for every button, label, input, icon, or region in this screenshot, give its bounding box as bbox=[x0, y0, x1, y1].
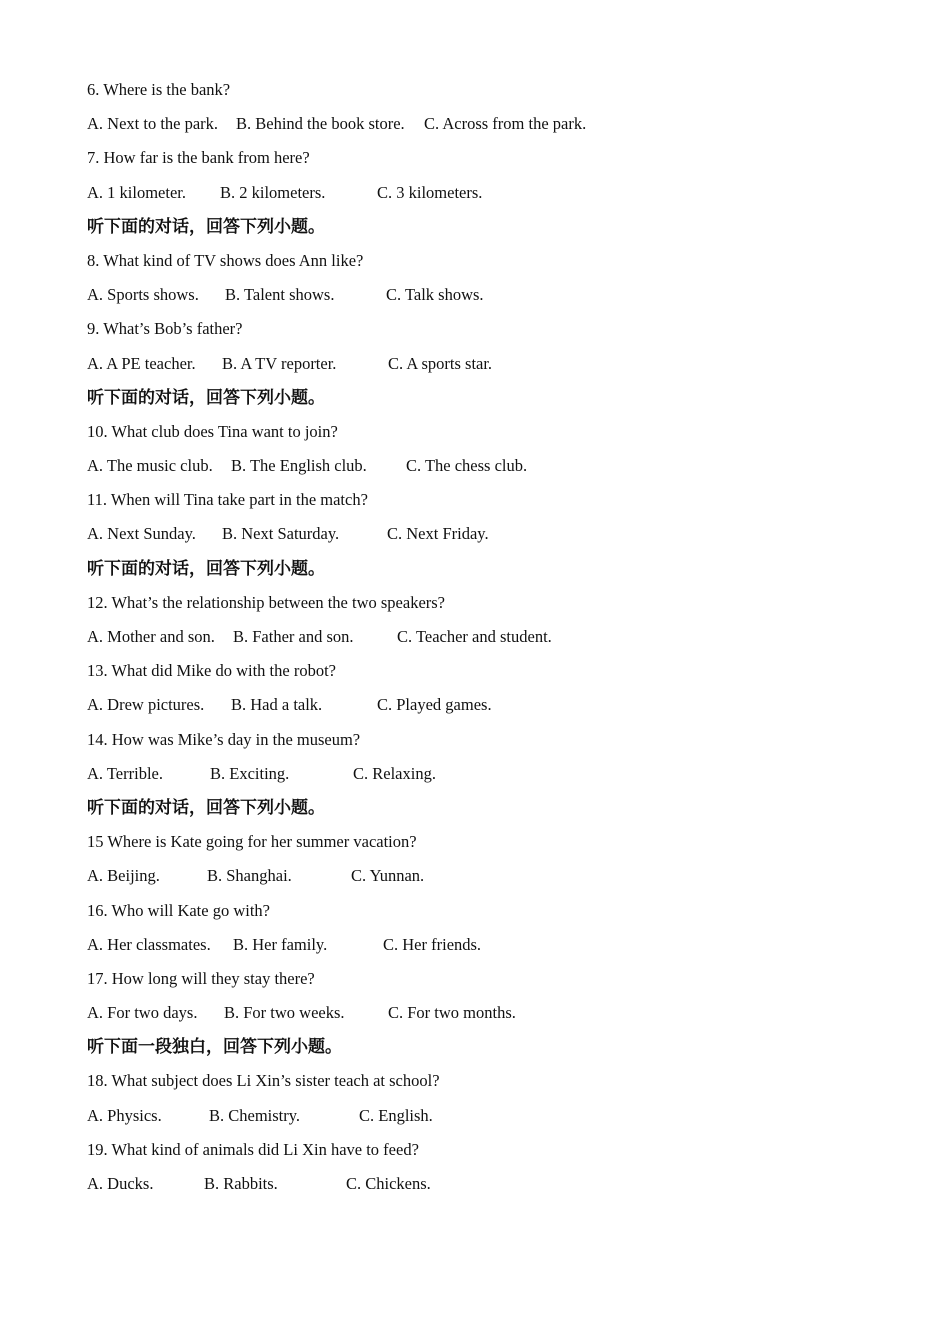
option-c: C. Her friends. bbox=[383, 934, 482, 954]
section-heading: 听下面的对话，回答下列小题。 bbox=[87, 216, 325, 237]
option-b: B. Chemistry. bbox=[209, 1105, 301, 1125]
question-18: 18. What subject does Li Xin’s sister teach at school? bbox=[87, 1071, 440, 1091]
option-a: A. For two days. bbox=[87, 1003, 198, 1023]
option-b: B. For two weeks. bbox=[224, 1003, 345, 1023]
options-11 bbox=[87, 517, 907, 551]
option-c: C. 3 kilometers. bbox=[377, 182, 483, 202]
option-c: C. Teacher and student. bbox=[397, 627, 552, 646]
options-19 bbox=[87, 1167, 907, 1201]
option-c: C. Talk shows. bbox=[386, 285, 484, 305]
option-c: C. A sports star. bbox=[388, 353, 493, 373]
options-10 bbox=[87, 449, 907, 483]
options-17 bbox=[87, 996, 907, 1030]
option-b: B. A TV reporter. bbox=[222, 353, 337, 373]
section-heading: 听下面的对话，回答下列小题。 bbox=[87, 387, 325, 408]
option-a: A. Ducks. bbox=[87, 1174, 154, 1193]
section-heading: 听下面的对话，回答下列小题。 bbox=[87, 558, 325, 579]
options-12 bbox=[87, 620, 907, 654]
option-b: B. 2 kilometers. bbox=[220, 182, 326, 202]
option-c: C. Chickens. bbox=[346, 1174, 431, 1193]
question-19: 19. What kind of animals did Li Xin have to feed? bbox=[87, 1139, 419, 1159]
option-a: A. Her classmates. bbox=[87, 934, 211, 954]
option-b: B. Her family. bbox=[233, 934, 328, 954]
option-b: B. Father and son. bbox=[233, 627, 354, 646]
option-c: C. Across from the park. bbox=[424, 114, 587, 134]
option-a: A. Terrible. bbox=[87, 763, 163, 783]
question-7: 7. How far is the bank from here? bbox=[87, 148, 310, 168]
option-a: A. Next to the park. bbox=[87, 114, 219, 134]
option-a: A. Drew pictures. bbox=[87, 695, 205, 715]
option-c: C. For two months. bbox=[388, 1003, 516, 1023]
options-14 bbox=[87, 757, 907, 791]
question-13: 13. What did Mike do with the robot? bbox=[87, 661, 336, 681]
option-a: A. Physics. bbox=[87, 1105, 162, 1125]
question-12: 12. What’s the relationship between the two speakers? bbox=[87, 592, 446, 612]
option-a: A. 1 kilometer. bbox=[87, 182, 186, 202]
question-17: 17. How long will they stay there? bbox=[87, 968, 315, 988]
question-8: 8. What kind of TV shows does Ann like? bbox=[87, 250, 364, 270]
section-heading: 听下面一段独白，回答下列小题。 bbox=[87, 1037, 342, 1058]
options-7 bbox=[87, 176, 907, 210]
question-15: 15 Where is Kate going for her summer vacation? bbox=[87, 832, 417, 852]
worksheet-page bbox=[87, 73, 907, 1201]
options-8 bbox=[87, 278, 907, 312]
options-13 bbox=[87, 688, 907, 722]
option-a: A. Next Sunday. bbox=[87, 524, 196, 544]
question-11: 11. When will Tina take part in the match? bbox=[87, 490, 368, 510]
question-6: 6. Where is the bank? bbox=[87, 80, 231, 99]
section-heading: 听下面的对话，回答下列小题。 bbox=[87, 797, 325, 818]
option-b: B. Rabbits. bbox=[204, 1174, 278, 1193]
options-9 bbox=[87, 347, 907, 381]
options-16 bbox=[87, 928, 907, 962]
option-a: A. The music club. bbox=[87, 456, 213, 476]
option-c: C. Played games. bbox=[377, 695, 492, 715]
option-a: A. Beijing. bbox=[87, 866, 160, 886]
option-b: B. Talent shows. bbox=[225, 285, 335, 305]
option-c: C. Yunnan. bbox=[351, 866, 425, 886]
options-18 bbox=[87, 1099, 907, 1133]
option-a: A. Mother and son. bbox=[87, 627, 215, 646]
option-b: B. Exciting. bbox=[210, 763, 290, 783]
option-b: B. Next Saturday. bbox=[222, 524, 340, 544]
question-10: 10. What club does Tina want to join? bbox=[87, 421, 338, 441]
option-c: C. Relaxing. bbox=[353, 763, 436, 783]
question-16: 16. Who will Kate go with? bbox=[87, 900, 270, 920]
option-b: B. Shanghai. bbox=[207, 866, 292, 886]
option-a: A. A PE teacher. bbox=[87, 353, 196, 373]
option-c: C. English. bbox=[359, 1105, 433, 1125]
option-c: C. Next Friday. bbox=[387, 524, 489, 544]
question-9: 9. What’s Bob’s father? bbox=[87, 319, 243, 339]
options-15 bbox=[87, 859, 907, 893]
option-b: B. Had a talk. bbox=[231, 695, 323, 715]
option-b: B. Behind the book store. bbox=[236, 114, 405, 134]
option-c: C. The chess club. bbox=[406, 456, 528, 476]
option-b: B. The English club. bbox=[231, 456, 367, 476]
option-a: A. Sports shows. bbox=[87, 285, 199, 305]
question-14: 14. How was Mike’s day in the museum? bbox=[87, 729, 361, 749]
options-6 bbox=[87, 107, 907, 141]
